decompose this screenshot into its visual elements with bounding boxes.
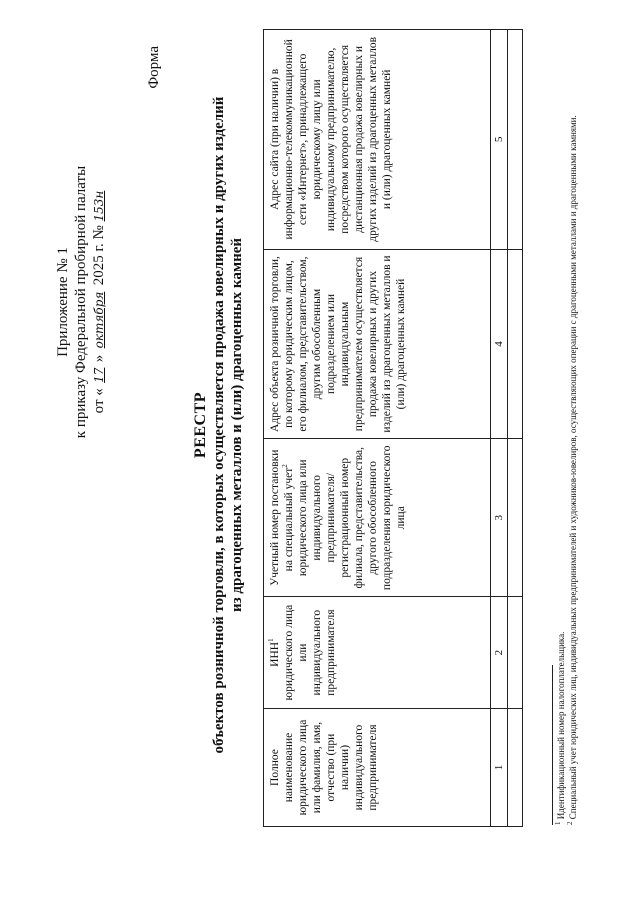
annex-order-ref: к приказу Федеральной пробирной палаты: [73, 165, 89, 439]
column-number: 1: [491, 709, 508, 827]
table-header-row: [264, 30, 491, 827]
header-text: юридического лица или индивидуального предпринимателя/ регистрационный номер филиала, представительства, другого обособленного подразделения юридического лица: [297, 445, 407, 591]
annex-title: Приложение № 1: [55, 247, 71, 357]
date-quote: »: [91, 354, 107, 363]
header-col-name: [264, 709, 491, 827]
table-row-empty: [508, 30, 523, 827]
footnote-divider: [552, 665, 553, 825]
column-number: 3: [491, 439, 508, 597]
header-col-address: [264, 249, 491, 439]
header-text: Адрес сайта (при наличии) в информационно-телекоммуникационной сети «Интернет», принадлежащего юридическому лицу или индивидуальному предпринимателю, посредством которого осуществляется дистанционная продажа ювелирных и других изделий из драгоценных металлов и (или) драгоценных камней: [269, 36, 393, 242]
title-line-1: объектов розничной торговли, в которых осуществляется продажа ювелирных и других изделий: [211, 96, 227, 754]
header-text: Адрес объекта розничной торговли, по которому юридическим лицом, его филиалом, представительством, другим обособленным подразделением или индивидуальным предпринимателем осуществляется продажа ювелирных и других изделий из драгоценных металлов и (или) драгоценных камней: [269, 255, 407, 433]
registry-table: [263, 29, 523, 827]
footnote-item: [568, 25, 579, 825]
footnote-item: [556, 25, 567, 825]
handwritten-day: 17: [92, 367, 106, 383]
footnote-ref: 1: [267, 638, 276, 642]
header-text: юридического лица или индивидуального предпринимателя: [283, 604, 337, 701]
footnote-number: 1: [554, 821, 562, 825]
header-col-account-number: [264, 439, 491, 597]
annex-header: [54, 152, 108, 452]
document-title: [192, 65, 246, 785]
year-text: 2025 г. №: [91, 225, 107, 286]
footnote-number: 2: [566, 821, 574, 825]
header-col-website: [264, 30, 491, 250]
column-number-row: [491, 30, 508, 827]
footnotes: [556, 25, 580, 825]
table-cell-empty: [508, 249, 523, 439]
header-text: Учетный номер постановки на специальный учет: [269, 449, 295, 586]
annex-date-line: [90, 152, 108, 452]
column-number: 4: [491, 249, 508, 439]
table-cell-empty: [508, 439, 523, 597]
date-prefix: от «: [91, 388, 107, 414]
handwritten-month: октября: [92, 291, 106, 349]
column-number: 5: [491, 30, 508, 250]
footnote-text: Специальный учет юридических лиц, индивидуальных предпринимателей и художников-ювелиров, осуществляющих операции с драгоценными металлами и драгоценными камнями.: [568, 115, 578, 820]
column-number: 2: [491, 597, 508, 709]
header-col-inn: [264, 597, 491, 709]
footnote-text: Идентификационный номер налогоплательщика.: [556, 631, 566, 820]
handwritten-number: 153н: [92, 190, 106, 222]
table-cell-empty: [508, 709, 523, 827]
header-text: Полное наименование юридического лица или фамилия, имя, отчество (при наличии) индивидуального предпринимателя: [269, 719, 379, 816]
title-line-2: из драгоценных металлов и (или) драгоценных камней: [229, 237, 245, 613]
table-cell-empty: [508, 30, 523, 250]
form-label: Форма: [146, 46, 162, 89]
header-text: ИНН: [269, 641, 281, 667]
title-heading: РЕЕСТР: [192, 391, 209, 459]
footnote-ref: 2: [281, 464, 290, 468]
table-cell-empty: [508, 597, 523, 709]
